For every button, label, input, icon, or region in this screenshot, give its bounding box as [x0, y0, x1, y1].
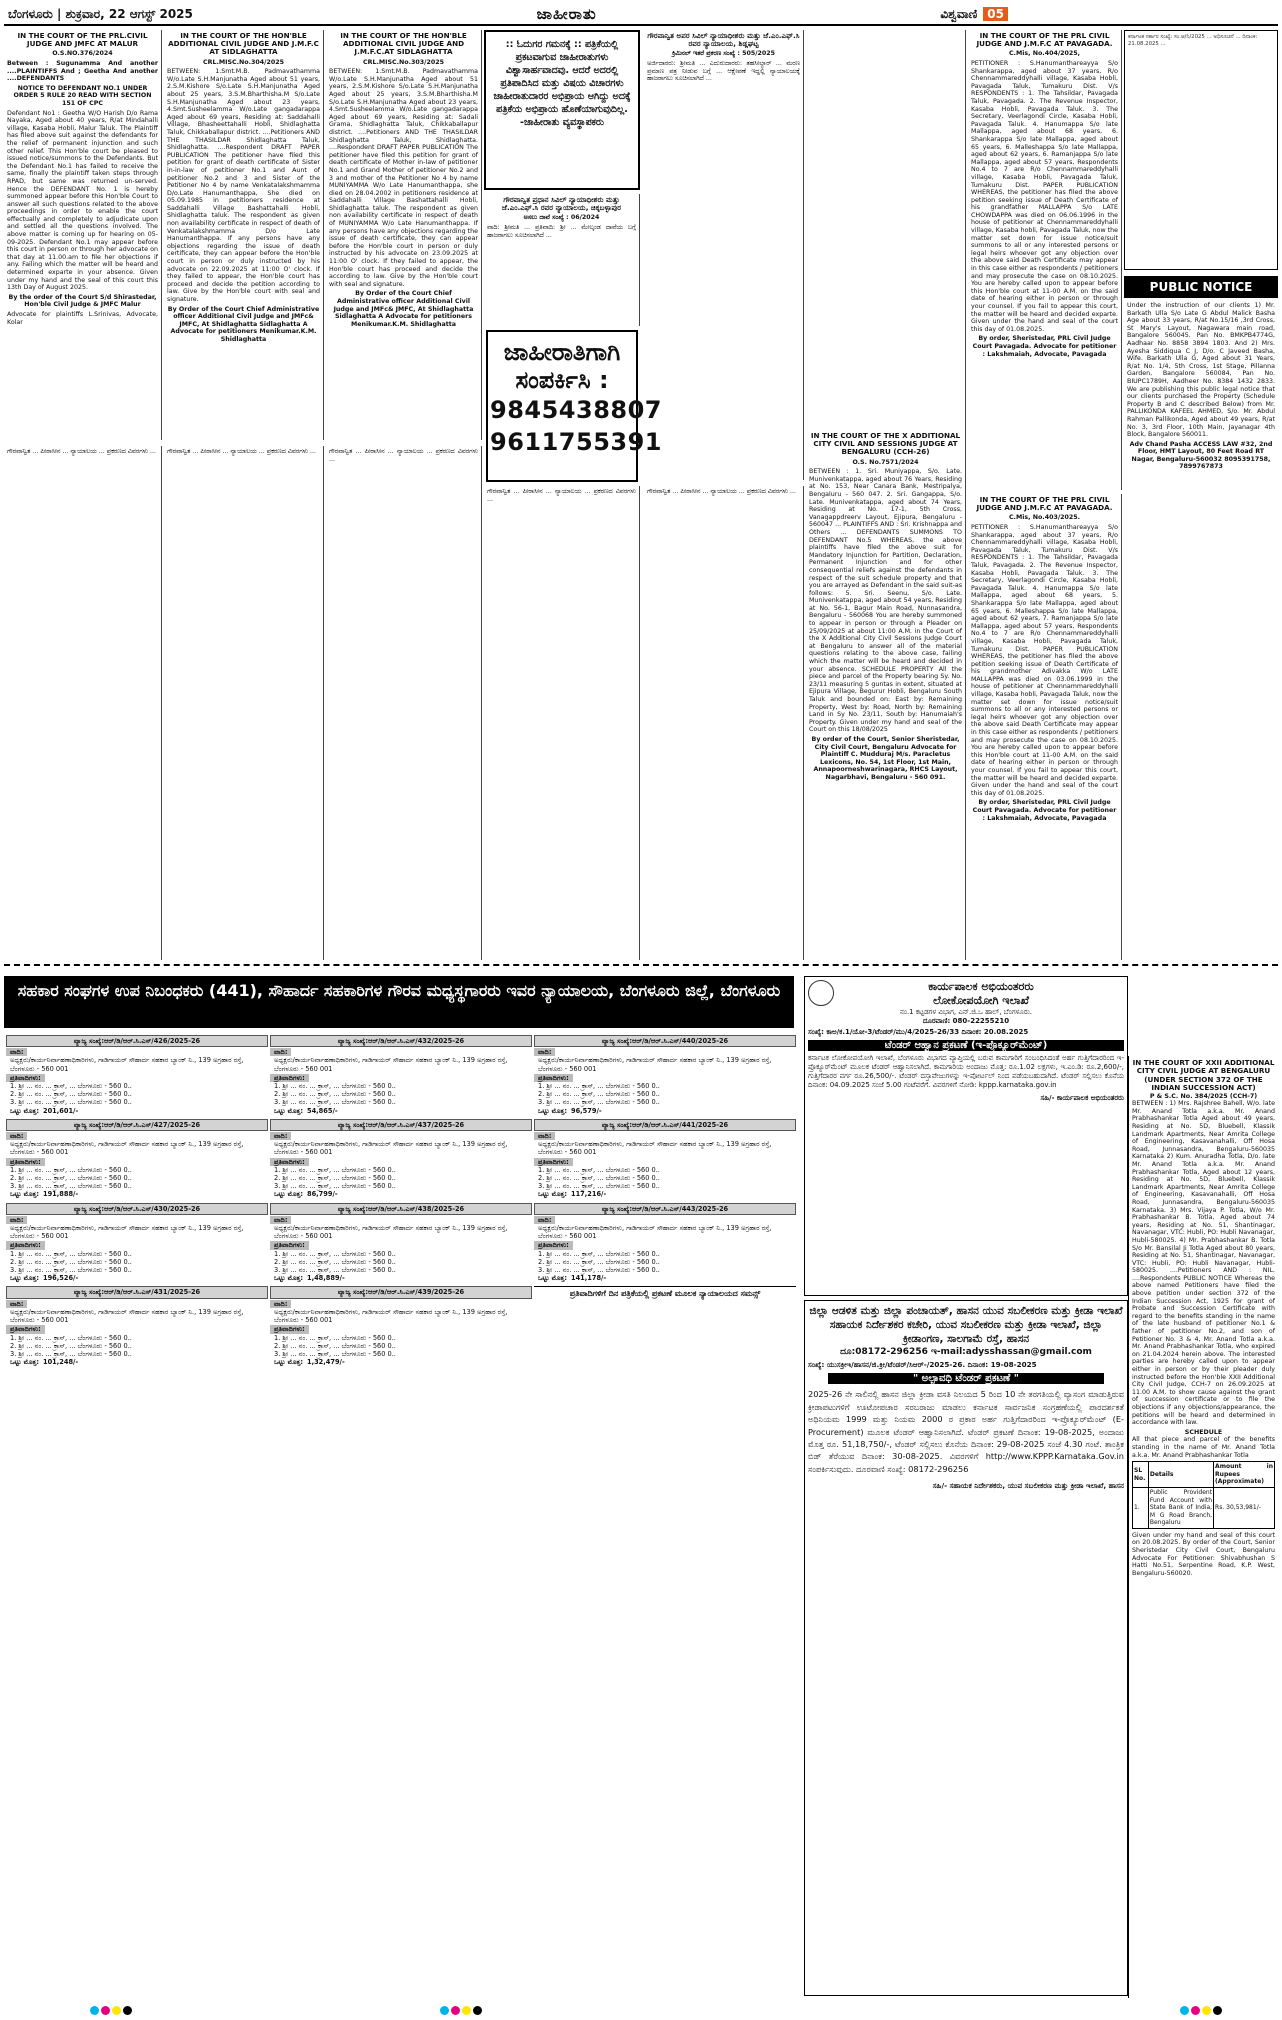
case-number: ವ್ಯಾಜ್ಯ ಸಂಖ್ಯೆ:ಆರ್/ಡಿ/ಆರ್.ಸಿ.ಎಸ್/432/2025-26: [270, 1035, 532, 1047]
notice-sign: By Order of the Court Chief Administrative officer Additional Civil Judge and JMFc& JMFC, At Shidlaghatta Sidlaghatta A Advocate for petitioners Menikumar.K.M. Shidlaghatta: [333, 290, 474, 328]
claim-amount: 117,216/-: [571, 1190, 607, 1199]
hassan-sign: ಸಹಿ/- ಸಹಾಯಕ ನಿರ್ದೇಶಕರು, ಯುವ ಸಬಲೀಕರಣ ಮತ್ತು ಕ್ರೀಡಾ ಇಲಾಖೆ, ಹಾಸನ: [932, 1481, 1124, 1491]
claim-amount-label: ಒಟ್ಟು ಮೊತ್ತ:: [10, 1274, 39, 1283]
plaintiff-label: ವಾದಿ:: [6, 1300, 27, 1308]
claim-amount-row: [534, 1190, 796, 1198]
defendant-entry: 2. ಶ್ರೀ ... ನಂ. ... ಕ್ರಾಸ್, ... ಬೆಂಗಳೂರು - 560 0..: [274, 1257, 396, 1266]
ad-line-1: ಜಾಹೀರಾತಿಗಾಗಿ: [503, 338, 621, 366]
defendant-entry: 3. ಶ್ರೀ ... ನಂ. ... ಕ್ರಾಸ್, ... ಬೆಂಗಳೂರು - 560 0..: [538, 1182, 660, 1191]
plaintiff-label: ವಾದಿ:: [6, 1132, 27, 1140]
readers-notice-text: :: ಓದುಗರ ಗಮನಕ್ಕೆ :: ಪತ್ರಿಕೆಯಲ್ಲಿ ಪ್ರಕಟವಾಗುವ ಜಾಹೀರಾತುಗಳು ವಿಶ್ವಾಸಾರ್ಹವಾದವು. ಆದರೆ ಅದರಲ್ಲಿ ಪ್ರತಿಪಾದಿಸಿದ ಮತ್ತು ವಿಷಯ ವಿಚಾರಗಳು ಜಾಹೀರಾತುದಾರರ ಅಭಿಪ್ರಾಯ ಆಗಿದ್ದು ಅದಕ್ಕೆ ಪತ್ರಿಕೆಯ ಅಭಿಪ್ರಾಯ ಹೊಣೆಯಾಗುವುದಿಲ್ಲ. -ಜಾಹೀರಾತು ವ್ಯವಸ್ಥಾಪಕರು: [493, 39, 631, 128]
notice-pavagada-403: [968, 494, 1122, 960]
case-number: ವ್ಯಾಜ್ಯ ಸಂಖ್ಯೆ:ಆರ್/ಡಿ/ಆರ್.ಸಿ.ಎಸ್/439/2025-26: [270, 1286, 532, 1298]
notice-kannada-3: ಗೌರವಾನ್ವಿತ ... ಪೀಠಾಸೀನ ... ನ್ಯಾಯಾಲಯ ... ಪ್ರಕರಣದ ವಿವರಗಳು ...: [4, 446, 162, 960]
plaintiff-label: ವಾದಿ:: [270, 1216, 291, 1224]
pwd-address: ನಂ.1 ಕಟ್ಟಡಗಳ ವಿಭಾಗ, ಎನ್.ಜಿ.ಒ ಹಾಲ್, ಬೆಂಗಳೂರು.: [899, 1008, 1033, 1016]
ad-phone-2: 9611755391: [490, 428, 662, 456]
plaintiff-bank: ಅಧ್ಯಕ್ಷರು/ಕಾರ್ಯನಿರ್ವಾಹಣಾಧಿಕಾರಿಗಳು, ಗಾಡಿಗಾಯರ್ ಸೌಹಾರ್ದ ಸಹಕಾರ ಬ್ಯಾಂಕ್ ನಿ., 139 ಅಗ್ರಹಾರ ರಸ್ತೆ, ಬೆಂಗಳೂರು - 560 001: [274, 1224, 508, 1241]
notice-kannada-2: ಗೌರವಾನ್ವಿತ ಅಪರ ಸಿವಿಲ್ ನ್ಯಾಯಾಧೀಶರು ಮತ್ತು ಜೆ.ಎಂ.ಎಫ್.ಸಿ ರವರ ನ್ಯಾಯಾಲಯ, ಶಿಡ್ಲಘಟ್ಟ ಕ್ರಿಮಿನಲ್ ಇತರೆ ಪ್ರಕರಣ ಸಂಖ್ಯೆ : 505/2025 ಅರ್ಜಿದಾರರು: ಶ್ರೀಮತಿ ... ಎದುರುದಾರರು: ತಹಸೀಲ್ದಾರ್ ... ಮರಣ ಪ್ರಮಾಣ ಪತ್ರ ನೀಡುವ ಬಗ್ಗೆ ... ಆಕ್ಷೇಪಣೆ ಇದ್ದಲ್ಲಿ ನ್ಯಾಯಾಲಯಕ್ಕೆ ಹಾಜರಾಗಲು ಸೂಚಿಸಲಾಗಿದೆ ...: [644, 30, 804, 480]
defendant-entry: 2. ಶ್ರೀ ... ನಂ. ... ಕ್ರಾಸ್, ... ಬೆಂಗಳೂರು - 560 0..: [274, 1341, 396, 1350]
notice-kannada-4: ಗೌರವಾನ್ವಿತ ... ಪೀಠಾಸೀನ ... ನ್ಯಾಯಾಲಯ ... ಪ್ರಕರಣದ ವಿವರಗಳು ...: [164, 446, 324, 960]
notice-title: IN THE COURT OF THE PRL CIVIL JUDGE AND J.M.F.C AT PAVAGADA.: [976, 495, 1113, 513]
page-number: 05: [983, 7, 1008, 21]
gazette-text: ಕರ್ನಾಟಕ ಸರ್ಕಾರ ಸಂಖ್ಯೆ: ಸಂ.ಆ/ನಿ/2025 ... ಅಧಿಸೂಚನೆ ... ದಿನಾಂಕ: 21.08.2025 ...: [1128, 34, 1258, 47]
registration-marks-left: [90, 2006, 132, 2015]
plaintiff-bank: ಅಧ್ಯಕ್ಷರು/ಕಾರ್ಯನಿರ್ವಾಹಣಾಧಿಕಾರಿಗಳು, ಗಾಡಿಗಾಯರ್ ಸೌಹಾರ್ದ ಸಹಕಾರ ಬ್ಯಾಂಕ್ ನಿ., 139 ಅಗ್ರಹಾರ ರಸ್ತೆ, ಬೆಂಗಳೂರು - 560 001: [10, 1056, 244, 1073]
case-number: CRL.MISC.No.304/2025: [203, 58, 284, 66]
defendant-entry: 2. ಶ್ರೀ ... ನಂ. ... ಕ್ರಾಸ್, ... ಬೆಂಗಳೂರು - 560 0..: [538, 1090, 660, 1099]
plaintiff-label: ವಾದಿ:: [270, 1048, 291, 1056]
public-notice-body: [1124, 300, 1278, 960]
readers-notice: [484, 30, 640, 190]
case-block: [6, 1035, 268, 1115]
case-number: ವ್ಯಾಜ್ಯ ಸಂಖ್ಯೆ:ಆರ್/ಡಿ/ಆರ್.ಸಿ.ಎಸ್/430/2025-26: [6, 1203, 268, 1215]
notice-body: PETITIONER : S.Hanumanthareayya S/o Shankarappa, aged about 37 years, R/o Chennammareddyhalli village, Kasaba Hobli, Pavagada Taluk, Tumakuru Dist. V/s RESPONDENTS : 1. The Tahsildar, Pavagada Taluk, Pavagada. 2. The Revenue Inspector, Kasaba Hobli, Pavagada Taluk. 3. The Secretary, Veerlagondi Circle, Kasaba Hobli, Pavagada Taluk. 4. Hanumappa S/o late Mallappa, aged about 68 years, 5. Shankarappa S/o late Mallappa, aged about 65 years, 6. Malleshappa S/o late Mallappa, aged about 62 years, 7. Ramanjappa S/o late Mallappa, aged about 57 years, Respondents No.4 to 7 are R/o Chennammareddyhalli village, Kasaba Hobli, Pavagada Taluk, Tumakuru Dist. PAPER PUBLICATION WHEREAS, the petitioner has filed the above petition seeking issue of Death Certificate of his grandmother Adivakka W/o LATE MALLAPPA was died on 03.06.1999 in the house of petitioner at Chennammareddyhalli village, Kasaba hobli, Pavagada Taluk, now the matter set down for issue notice/suit summons to all or any interested persons or legal heirs whoever got any objection over the above said Death Certificate may appear in this case either as respondents / petitioners and may prosecute the case on 08.10.2025. You are hereby called upon to appear before this Hon'ble court at 11-00 A.M. on the said date of hearing either in person or through your counsel. If you fail to appear this court, the matter will be heard and decided exparte. Given under the hand and seal of the court this day of 01.08.2025.: [971, 524, 1118, 797]
table-header: Amount in Rupees (Approximate): [1214, 1462, 1275, 1488]
defendants-label: ಪ್ರತಿವಾದಿಗಳು:: [6, 1241, 45, 1249]
plaintiff-label: ವಾದಿ:: [534, 1048, 555, 1056]
case-number: P & S.C. No. 384/2025 (CCH-7): [1149, 1092, 1258, 1100]
notice-sign: By order, Sheristedar, PRL Civil Judge Court Pavagada. Advocate for petitioner : Lakshmaiah, Advocate, Pavagada: [972, 799, 1117, 822]
table-header: SL No.: [1133, 1462, 1149, 1488]
case-number: C.Mis, No.403/2025.: [1008, 514, 1081, 522]
hassan-tender-notice: [804, 1300, 1128, 1996]
table-row: [1133, 1487, 1275, 1528]
defendants-label: ಪ್ರತಿವಾದಿಗಳು:: [534, 1158, 573, 1166]
plaintiff-bank: ಅಧ್ಯಕ್ಷರು/ಕಾರ್ಯನಿರ್ವಾಹಣಾಧಿಕಾರಿಗಳು, ಗಾಡಿಗಾಯರ್ ಸೌಹಾರ್ದ ಸಹಕಾರ ಬ್ಯಾಂಕ್ ನಿ., 139 ಅಗ್ರಹಾರ ರಸ್ತೆ, ಬೆಂಗಳೂರು - 560 001: [274, 1307, 508, 1325]
notice-title: IN THE COURT OF THE PRL CIVIL JUDGE AND J.M.F.C AT PAVAGADA.: [976, 31, 1113, 49]
case-number: ವ್ಯಾಜ್ಯ ಸಂಖ್ಯೆ:ಆರ್/ಡಿ/ಆರ್.ಸಿ.ಎಸ್/431/2025-26: [6, 1286, 268, 1298]
notice-subtitle: NOTICE TO DEFENDANT NO.1 UNDER ORDER 5 RULE 20 READ WITH SECTION 151 OF CPC: [13, 84, 152, 107]
notice-xxii-acc: [1128, 1056, 1278, 1998]
defendant-entry: 1. ಶ್ರೀ ... ನಂ. ... ಕ್ರಾಸ್, ... ಬೆಂಗಳೂರು - 560 0..: [10, 1333, 132, 1342]
notice-sidlaghatta-303: [326, 30, 482, 440]
defendant-entry: 1. ಶ್ರೀ ... ನಂ. ... ಕ್ರಾಸ್, ... ಬೆಂಗಳೂರು - 560 0..: [274, 1333, 396, 1342]
defendant-entry: 3. ಶ್ರೀ ... ನಂ. ... ಕ್ರಾಸ್, ... ಬೆಂಗಳೂರು - 560 0..: [274, 1266, 396, 1275]
notice-body: BETWEEN : 1) Mrs. Rajshree Bahell, W/o. late Mr. Anand Totla a.k.a. Mr. Anand Prabhashankar Totla Aged about 49 years, Residing at No. 5D, Bluebell, Klassik Landmark Apartments, Near Amrita College of Engineering, Kasavanahalli, Off Hosa Road, Junnasandra, Bengaluru-560035 Karnataka 2) Kum. Anuradha Totla, D/o. late Mr. Anand Totla a.k.a. Mr. Anand Prabhashankar Totla, Aged about 12 years, Residing at No. 5D, Bluebell, Klassik Landmark Apartments, Near Amrita College of Engineering, Kasavanahalli, Off Hosa Road, Junnasandra, Bengaluru-560035 Karnataka. 3) Mrs. Vijaya P. Totla, W/o Mr. Prabhashankar B. Totla, Aged about 74 years, Residing at No. 51, Shantinagar, Navanagar, VTC: Hubli, PO: Hubli Navanagar, Hubli-580025. 4) Mr. Prabhashankar B. Totla S/o Mr. Bansilal Ji Totla Aged about 80 years, Residing at No. 51, Shantinagar, Navanagar, VTC: Hubli, PO: Hubli Navanagar, Hubli-580025. ....Petitioners AND : NIL. ....Respondents PUBLIC NOTICE Whereas the above named Petitioners have filed the above petition under section 372 of the Indian Succession Act, 1925 for grant of Probate and Succession Certificate with regard to the benefits standing in the name of the late husband of petitioner No.1 & father of petitioner No.2, and son of Petitioner No. 3 & 4, Mr. Anand Totla a.k.a. Mr. Anand Prabhashankar Totla, who expired on 21.04.2024 herein above. The interested parties are hereby called upon to appear either in person or by their pleader duly instructed before the Hon'ble XXII Additional City Civil Judge, CCH-7 on 26.09.2025 at 11.00 A.M. to show cause against the grant of succession certificate or to file the objections if any objections/appearance, the petitions will be heard and determined in accordance with law.: [1132, 1100, 1275, 1427]
defendants-label: ಪ್ರತಿವಾದಿಗಳು:: [6, 1074, 45, 1082]
notice-kannada-court: ಗೌರವಾನ್ವಿತ ಪ್ರಧಾನ ಸಿವಿಲ್ ನ್ಯಾಯಾಧೀಶರು ಮತ್ತು ಜೆ.ಎಂ.ಎಫ್.ಸಿ ರವರ ನ್ಯಾಯಾಲಯ, ಚಿಕ್ಕಬಳ್ಳಾಪುರ ಅಸಲು ದಾವೆ ಸಂಖ್ಯೆ : 06/2024 ವಾದಿ: ಶ್ರೀಮತಿ ... ಪ್ರತಿವಾದಿ: ಶ್ರೀ ... ಮೇಲ್ಕಂಡ ದಾವೆಯ ಬಗ್ಗೆ ಹಾಜರಾಗಲು ಸೂಚಿಸಲಾಗಿದೆ ...: [484, 194, 640, 326]
case-block: [534, 1035, 796, 1115]
notice-sign: By order, Sheristedar, PRL Civil Judge Court Pavagada. Advocate for petitioner : Lakshmaiah, Advocate, Pavagada: [972, 335, 1117, 358]
notice-title: IN THE COURT OF THE HON'BLE ADDITIONAL CIVIL JUDGE AND J.M.F.C AT SIDLAGHATTA: [168, 31, 319, 57]
claim-amount-label: ಒಟ್ಟು ಮೊತ್ತ:: [274, 1106, 303, 1115]
notice-sign: By Order of the Court Chief Administrative officer Additional Civil Judge and JMFc& JMFC, At Shidlaghatta Sidlaghatta A Advocate for petitioners Menikumar.K.M. Shidlaghatta: [167, 305, 320, 343]
claim-amount-row: [270, 1358, 532, 1366]
public-notice-heading: PUBLIC NOTICE: [1124, 276, 1278, 298]
advertise-contact-box: [486, 330, 662, 482]
plaintiff-bank: ಅಧ್ಯಕ್ಷರು/ಕಾರ್ಯನಿರ್ವಾಹಣಾಧಿಕಾರಿಗಳು, ಗಾಡಿಗಾಯರ್ ಸೌಹಾರ್ದ ಸಹಕಾರ ಬ್ಯಾಂಕ್ ನಿ., 139 ಅಗ್ರಹಾರ ರಸ್ತೆ, ಬೆಂಗಳೂರು - 560 001: [538, 1224, 772, 1241]
defendant-entry: 3. ಶ್ರೀ ... ನಂ. ... ಕ್ರಾಸ್, ... ಬೆಂಗಳೂರು - 560 0..: [10, 1182, 132, 1191]
claim-amount-label: ಒಟ್ಟು ಮೊತ್ತ:: [10, 1106, 39, 1115]
defendant-entry: 3. ಶ್ರೀ ... ನಂ. ... ಕ್ರಾಸ್, ... ಬೆಂಗಳೂರು - 560 0..: [538, 1098, 660, 1107]
ad-line-2: ಸಂಪರ್ಕಿಸಿ :: [515, 366, 609, 394]
case-block: [534, 1119, 796, 1199]
claim-amount: 101,248/-: [43, 1358, 79, 1367]
hassan-ref: ಸಂಖ್ಯೆ: ಯುಸಕ್ರೀಇ/ಹಾಸನ/ಜಿ.ಕ್ರೀ/ಟೆಂಡರ್/ಸಿಆರ್-/2025-26. ದಿನಾಂಕ: 19-08-2025: [808, 1360, 1037, 1369]
notice-body: BETWEEN: 1.Smt.M.B. Padmavathamma W/o.Late S.H.Manjunatha Aged about 51 years, 2.S.M.Kishore S/o.Late S.H.Manjunatha Aged about 25 years, 3.S.M.Bharthisha.M S/o.Late S.H.Manjunatha Aged about 23 years, 4.Smt.Susheelamma W/o.Late gangadarappa Aged about 69 years, Residing at: Sadali Grama, Shidlaghatta Taluk, Chikkaballapur district. ....Petitioners AND THE THASILDAR Shidlaghatta Taluk, Shidlaghatta. ....Respondent DRAFT PAPER PUBLICATION The petitioner have filed this petition for grant of death certificate of Mother in-law of petitioner No.1 and Grand Mother of petitioner No.2 and 3 and mother of the Petitioner No 4 by name MUNIYAMMA W/o Late Hanumanthappa, she died on 28.04.2002 in petitioners residence at Saddahalli Village Bashattahalli Hobli, Shidlaghatta taluk. The respondent as given non availability certificate in respect of death of MUNIYAMMA W/o Late Hanumanthappa. If any persons have any objections regarding the issue of death certificate, they can appear before the Hon'ble court in person or duly instructed by his advocate on 23.09.2025 at 11:00 O' clock. If they failed to appear, the Hon'ble court has proceed and decide the according to law. Give by the Hon'ble court with seal and signature.: [329, 68, 478, 288]
case-column-1: [6, 1032, 268, 1998]
plaintiff-label: ವಾದಿ:: [6, 1048, 27, 1056]
defendant-entry: 2. ಶ್ರೀ ... ನಂ. ... ಕ್ರಾಸ್, ... ಬೆಂಗಳೂರು - 560 0..: [274, 1090, 396, 1099]
case-number: ಅಸಲು ದಾವೆ ಸಂಖ್ಯೆ : 06/2024: [523, 214, 600, 222]
notice-pavagada-404: [968, 30, 1122, 490]
defendant-entry: 3. ಶ್ರೀ ... ನಂ. ... ಕ್ರಾಸ್, ... ಬೆಂಗಳೂರು - 560 0..: [10, 1349, 132, 1358]
notice-sidlaghatta-304: [164, 30, 324, 440]
case-number: ವ್ಯಾಜ್ಯ ಸಂಖ್ಯೆ:ಆರ್/ಡಿ/ಆರ್.ಸಿ.ಎಸ್/426/2025-26: [6, 1035, 268, 1047]
claim-amount-row: [534, 1107, 796, 1115]
claim-amount-row: [534, 1274, 796, 1282]
notice-ccj: [806, 30, 966, 484]
defendant-entry: 1. ಶ್ರೀ ... ನಂ. ... ಕ್ರಾಸ್, ... ಬೆಂಗಳೂರು - 560 0..: [538, 1082, 660, 1091]
claim-amount: 86,799/-: [307, 1190, 338, 1199]
case-block: [534, 1203, 796, 1283]
ad-phone-1: 9845438807: [490, 396, 662, 424]
section-title: ಜಾಹೀರಾತು: [536, 5, 597, 23]
pwd-ref: ಸಂಖ್ಯೆ: ಕಾಅ/ಕ.1/ಯೋ-3/ಟೆಂಡರ್/ಮು/4/2025-26/33 ದಿನಾಂಕ: 20.08.2025: [808, 1028, 1029, 1036]
notice-body: BETWEEN : 1. Sri. Muniyappa, S/o. Late. Munivenkatappa, aged about 76 Years, Residing at No. 153, Near Canara Bank, Mestripalya, Bengaluru - 560 047. 2. Sri. Gangappa, S/o. Late. Munivenkatappa, aged about 74 Years, Residing at No. 17-1, 5th Cross, Vanagappdreerv Layout, Ejipura, Bengaluru - 560047 ... PLAINTIFFS AND : Sri. Krishnappa and Others ... DEFENDANTS SUMMONS TO DEFENDANT No.5 WHEREAS, the above plaintiffs have filed the above suit for Mandatory Injunction for Partition, Declaration, Permanent Injunction and for other consequential reliefs against the defendants in respect of the suit schedule property and that you are arrayed as Defendant in the said suit-as follows: 5. Sri. Seenu, S/o. Late. Munivenkatappa, aged about 54 years, Residing at No. 56-1, Bagur Main Road, Nunnasandra, Bengaluru - 560068 You are hereby summoned to appear in person or through a Pleader on 25/09/2025 at about 11:00 A.M. in the Court of the X Additional City Civil Sessions Judge Court at Bengaluru to answer all of the material questions relating to the above case, failing which the matter will be heard and decided in your absence. SCHEDULE PROPERTY All the piece and parcel of the Property bearing Sy. No. 23/11 measuring 5 guntas in extent, situated at Ejipura Village, Begurur Hobli, Bengaluru South Taluk and bounded on: East by: Remaining Property, West by: Road, North by: Remaining Land in Sy No. 23/11, South by: Hanumaiah's Property. Given under my hand and seal of the Court on this 18/08/2025: [809, 468, 962, 734]
plaintiff-label: ವಾದಿ:: [534, 1216, 555, 1224]
table-header: Details: [1148, 1462, 1213, 1488]
case-number: ವ್ಯಾಜ್ಯ ಸಂಖ್ಯೆ:ಆರ್/ಡಿ/ಆರ್.ಸಿ.ಎಸ್/441/2025-26: [534, 1119, 796, 1131]
plaintiff-bank: ಅಧ್ಯಕ್ಷರು/ಕಾರ್ಯನಿರ್ವಾಹಣಾಧಿಕಾರಿಗಳು, ಗಾಡಿಗಾಯರ್ ಸೌಹಾರ್ದ ಸಹಕಾರ ಬ್ಯಾಂಕ್ ನಿ., 139 ಅಗ್ರಹಾರ ರಸ್ತೆ, ಬೆಂಗಳೂರು - 560 001: [274, 1056, 508, 1073]
table-cell: Rs. 30,53,981/-: [1214, 1487, 1275, 1528]
claim-amount-row: [270, 1107, 532, 1115]
claim-amount: 96,579/-: [571, 1106, 602, 1115]
case-number: ವ್ಯಾಜ್ಯ ಸಂಖ್ಯೆ:ಆರ್/ಡಿ/ಆರ್.ಸಿ.ಎಸ್/438/2025-26: [270, 1203, 532, 1215]
defendant-entry: 3. ಶ್ರೀ ... ನಂ. ... ಕ್ರಾಸ್, ... ಬೆಂಗಳೂರು - 560 0..: [10, 1098, 132, 1107]
defendant-entry: 3. ಶ್ರೀ ... ನಂ. ... ಕ್ರಾಸ್, ... ಬೆಂಗಳೂರು - 560 0..: [10, 1266, 132, 1275]
claim-amount-label: ಒಟ್ಟು ಮೊತ್ತ:: [538, 1106, 567, 1115]
case-number: O.S.NO.376/2024: [52, 50, 113, 58]
paper-name: ವಿಶ್ವವಾಣಿ: [940, 6, 978, 21]
court-summons-heading: ಪ್ರತಿವಾದಿಗಳಿಗೆ ದಿನ ಪತ್ರಿಕೆಯಲ್ಲಿ ಪ್ರಕಟಣೆ ಮೂಲಕ ನ್ಯಾಯಾಲಯದ ಸಮನ್ಸ್: [534, 1286, 796, 1299]
pn-text: Under the instruction of our clients 1) Mr. Barkath Ulla S/o Late G Abdul Malick Basha Age about 33 years, R/at No.15/16 ,3rd Cross, St Mary's Layout, Nagawara main road, Bangalore 560045. Pan No. BMKPB4774G, Aadhaar No. 8858 3894 1803. And 2) Mrs. Ayesha Siddiqua C J, D/o. C Javeed Basha, Wife. Barkath Ulla G, Aged about 31 Years, R/at No. 1/4, 5th Cross, 1st Stage, Pillanna Garden, Bangalore 560084, Pan No. BIUPC1789H, Aadheer No. 8384 1432 2833. We are publishing this public legal notice that our clients purchased the Property (Schedule Property B and C described Below) from Mr. PALLIKONDA KAFEEL AHMED, S/o. Mr. Abdul Rahman Pallikonda, Aged about 49 years, R/at No. 3, 3rd Floor, 10th Main, Jayanagar 4th Block, Bangalore 560011.: [1127, 302, 1275, 439]
defendant-entry: 2. ಶ್ರೀ ... ನಂ. ... ಕ್ರಾಸ್, ... ಬೆಂಗಳೂರು - 560 0..: [538, 1257, 660, 1266]
defendant-entry: 1. ಶ್ರೀ ... ನಂ. ... ಕ್ರಾಸ್, ... ಬೆಂಗಳೂರು - 560 0..: [538, 1165, 660, 1174]
claim-amount-label: ಒಟ್ಟು ಮೊತ್ತ:: [538, 1190, 567, 1199]
defendant-entry: 1. ಶ್ರೀ ... ನಂ. ... ಕ್ರಾಸ್, ... ಬೆಂಗಳೂರು - 560 0..: [274, 1249, 396, 1258]
defendant-entry: 1. ಶ್ರೀ ... ನಂ. ... ಕ್ರಾಸ್, ... ಬೆಂಗಳೂರು - 560 0..: [274, 1165, 396, 1174]
notice-kannada-6: ಗೌರವಾನ್ವಿತ ... ಪೀಠಾಸೀನ ... ನ್ಯಾಯಾಲಯ ... ಪ್ರಕರಣದ ವಿವರಗಳು ...: [484, 486, 640, 960]
notice-title: ಗೌರವಾನ್ವಿತ ಅಪರ ಸಿವಿಲ್ ನ್ಯಾಯಾಧೀಶರು ಮತ್ತು ಜೆ.ಎಂ.ಎಫ್.ಸಿ ರವರ ನ್ಯಾಯಾಲಯ, ಶಿಡ್ಲಘಟ್ಟ: [647, 31, 800, 49]
case-number: ವ್ಯಾಜ್ಯ ಸಂಖ್ಯೆ:ಆರ್/ಡಿ/ಆರ್.ಸಿ.ಎಸ್/437/2025-26: [270, 1119, 532, 1131]
table-cell: Public Provident Fund Account with State Bank of India, M G Road Branch, Bengaluru: [1148, 1487, 1213, 1528]
defendant-entry: 1. ಶ್ರೀ ... ನಂ. ... ಕ್ರಾಸ್, ... ಬೆಂಗಳೂರು - 560 0..: [538, 1249, 660, 1258]
hassan-phone: ದೂ:08172-296256 ಇ-mail:adysshassan@gmail.com: [840, 1347, 1092, 1357]
defendant-entry: 2. ಶ್ರೀ ... ನಂ. ... ಕ್ರಾಸ್, ... ಬೆಂಗಳೂರು - 560 0..: [10, 1257, 132, 1266]
defendant-entry: 3. ಶ್ರೀ ... ನಂ. ... ಕ್ರಾಸ್, ... ಬೆಂಗಳೂರು - 560 0..: [538, 1266, 660, 1275]
claim-amount-row: [6, 1358, 268, 1366]
pwd-tender-bar: ಟೆಂಡರ್ ಆಹ್ವಾನ ಪ್ರಕಟಣೆ (ಇ-ಪ್ರೊಕ್ಯೂರ್‌ಮೆಂಟ್): [808, 1040, 1124, 1051]
defendant-entry: 2. ಶ್ರೀ ... ನಂ. ... ಕ್ರಾಸ್, ... ಬೆಂಗಳೂರು - 560 0..: [10, 1090, 132, 1099]
case-number: ವ್ಯಾಜ್ಯ ಸಂಖ್ಯೆ:ಆರ್/ಡಿ/ಆರ್.ಸಿ.ಎಸ್/443/2025-26: [534, 1203, 796, 1215]
paper-name-block: [940, 7, 1278, 22]
claim-amount-row: [270, 1274, 532, 1282]
plaintiff-bank: ಅಧ್ಯಕ್ಷರು/ಕಾರ್ಯನಿರ್ವಾಹಣಾಧಿಕಾರಿಗಳು, ಗಾಡಿಗಾಯರ್ ಸೌಹಾರ್ದ ಸಹಕಾರ ಬ್ಯಾಂಕ್ ನಿ., 139 ಅಗ್ರಹಾರ ರಸ್ತೆ, ಬೆಂಗಳೂರು - 560 001: [10, 1140, 244, 1157]
pwd-office: ಕಾರ್ಯಪಾಲಕ ಅಭಿಯಂತರರು: [928, 980, 1034, 993]
table-cell: 1.: [1133, 1487, 1149, 1528]
plaintiff-bank: ಅಧ್ಯಕ್ಷರು/ಕಾರ್ಯನಿರ್ವಾಹಣಾಧಿಕಾರಿಗಳು, ಗಾಡಿಗಾಯರ್ ಸೌಹಾರ್ದ ಸಹಕಾರ ಬ್ಯಾಂಕ್ ನಿ., 139 ಅಗ್ರಹಾರ ರಸ್ತೆ, ಬೆಂಗಳೂರು - 560 001: [274, 1140, 508, 1157]
case-block: [270, 1286, 532, 1366]
plaintiff-bank: ಅಧ್ಯಕ್ಷರು/ಕಾರ್ಯನಿರ್ವಾಹಣಾಧಿಕಾರಿಗಳು, ಗಾಡಿಗಾಯರ್ ಸೌಹಾರ್ದ ಸಹಕಾರ ಬ್ಯಾಂಕ್ ನಿ., 139 ಅಗ್ರಹಾರ ರಸ್ತೆ, ಬೆಂಗಳೂರು - 560 001: [538, 1056, 772, 1073]
notice-body: Defendant No1 : Geetha W/O Harish D/o Rama Nayaka, Aged about 40 years, R/at Mindahalli village, Kasaba Hobli, Malur Taluk. The Plaintiff has filed above suit against the defendants for the relief of permanent injunction and such other relief. This Hon'ble court be pleased to issued notice/summons to the Defendants. But the Defendant No.1 has failed to receive the same, finally the plaintiff taken steps through RPAD, but same was returned un-served. Hence the DEFENDANT No. 1 is hereby summoned appear before this Hon'ble Court to answer all such questions related to the above proceedings in order to enable the court effectually and completely to adjudicate upon and settled all the questions involved. The above matter is coming up for hearing on 05-09-2025. Defendant No.1 may appear before this court in person or through her advocate on that day at 11.00.am to file her objections if any. Failing which the matter will be heard and determined exparte in your absence. Given under my hand and the seal of this court this 13th Day of August 2025.: [7, 109, 158, 292]
claim-amount-label: ಒಟ್ಟು ಮೊತ್ತ:: [10, 1358, 39, 1367]
notice-malur: [4, 30, 162, 440]
notice-body: PETITIONER : S.Hanumanthareayya S/o Shankarappa, aged about 37 years, R/o Chennammareddyhalli village, Kasaba Hobli, Pavagada Taluk, Tumakuru Dist. V/s RESPONDENTS : 1. The Tahsildar, Pavagada Taluk, Pavagada. 2. The Revenue Inspector, Kasaba Hobli, Pavagada Taluk. 3. The Secretary, Veerlagondi Circle, Kasaba Hobli, Pavagada Taluk. 4. Hanumappa S/o late Mallappa, aged about 68 years, 6. Shankarappa S/o late Mallappa, aged about 65 years, 6. Malleshappa S/o late Mallappa, aged about 62 years, 6. Ramanjappa S/o late Mallappa, aged about 57 years, Respondents No.4 to 7 are R/o Chennammareddyhalli village, Kasaba Hobli, Pavagada Taluk, Tumakuru Dist. PAPER PUBLICATION WHEREAS, the petitioner has filed the above petition seeking issue of Death Certificate of his grandfather MALLAPPA S/o LATE CHOWDAPPA was died on 06.06.1996 in the house of petitioner at Chennammareddyhalli village, Kasaba hobli, Pavagada Taluk, now the matter set down for issue notice/suit summons to all or any interested persons or legal heirs whoever got any objection over the above said Death Certificate may appear in this case either as respondents / petitioners and may prosecute the case on 08.10.2025. You are hereby called upon to appear before this Hon'ble court at 11-00 A.M. on the said date of hearing either in person or through your counsel. If you fail to appear this court, the matter will be heard and decided exparte. Given under the hand and seal of the court this day of 01.08.2025.: [971, 60, 1118, 333]
defendant-entry: 1. ಶ್ರೀ ... ನಂ. ... ಕ್ರಾಸ್, ... ಬೆಂಗಳೂರು - 560 0..: [10, 1165, 132, 1174]
notice-title: IN THE COURT OF THE X ADDITIONAL CITY CIVIL AND SESSIONS JUDGE AT BENGALURU (CCH-26): [810, 431, 961, 457]
claim-amount: 141,178/-: [571, 1274, 607, 1283]
defendants-label: ಪ್ರತಿವಾದಿಗಳು:: [270, 1325, 309, 1333]
notice-kannada-5: ಗೌರವಾನ್ವಿತ ... ಪೀಠಾಸೀನ ... ನ್ಯಾಯಾಲಯ ... ಪ್ರಕರಣದ ವಿವರಗಳು ...: [326, 446, 482, 960]
cooperative-court-heading: ಸಹಕಾರ ಸಂಘಗಳ ಉಪ ನಿಬಂಧಕರು (441), ಸೌಹಾರ್ದ ಸಹಕಾರಿಗಳ ಗೌರವ ಮಧ್ಯಸ್ಥಗಾರರು ಇವರ ನ್ಯಾಯಾಲಯ, ಬೆಂಗಳೂರು ಜಿಲ್ಲೆ, ಬೆಂಗಳೂರು: [4, 976, 794, 1028]
notice-sign: By the order of the Court S/d Shirastedar, Hon'ble Civil Judge & JMFC Malur: [8, 293, 157, 309]
notice-sign: Given under my hand and seal of this court on 20.08.2025. By order of the Court, Senior Sheristedar City Civil Court, Bengaluru Advocate For Petitioner: Shivabhushan S Hatti No.51, Serpentine Road, K.P. West, Bengaluru-560020.: [1132, 1531, 1275, 1577]
plaintiff-bank: ಅಧ್ಯಕ್ಷರು/ಕಾರ್ಯನಿರ್ವಾಹಣಾಧಿಕಾರಿಗಳು, ಗಾಡಿಗಾಯರ್ ಸೌಹಾರ್ದ ಸಹಕಾರ ಬ್ಯಾಂಕ್ ನಿ., 139 ಅಗ್ರಹಾರ ರಸ್ತೆ, ಬೆಂಗಳೂರು - 560 001: [10, 1307, 244, 1325]
case-number: O.S. No.7571/2024: [852, 458, 919, 466]
defendant-entry: 2. ಶ್ರೀ ... ನಂ. ... ಕ್ರಾಸ್, ... ಬೆಂಗಳೂರು - 560 0..: [10, 1341, 132, 1350]
pwd-sign: ಸಹಿ/- ಕಾರ್ಯಪಾಲಕ ಅಭಿಯಂತರರು: [1040, 1094, 1124, 1102]
defendants-label: ಪ್ರತಿವಾದಿಗಳು:: [270, 1158, 309, 1166]
plaintiff-label: ವಾದಿ:: [270, 1132, 291, 1140]
claim-amount: 1,32,479/-: [307, 1358, 345, 1367]
claim-amount-row: [6, 1190, 268, 1198]
defendants-label: ಪ್ರತಿವಾದಿಗಳು:: [270, 1074, 309, 1082]
defendants-label: ಪ್ರತಿವಾದಿಗಳು:: [6, 1325, 45, 1333]
hassan-office: ಜಿಲ್ಲಾ ಆಡಳಿತ ಮತ್ತು ಜಿಲ್ಲಾ ಪಂಚಾಯತ್, ಹಾಸನ ಯುವ ಸಬಲೀಕರಣ ಮತ್ತು ಕ್ರೀಡಾ ಇಲಾಖೆ ಸಹಾಯಕ ನಿರ್ದೇಶಕರ ಕಚೇರಿ, ಯುವ ಸಬಲೀಕರಣ ಮತ್ತು ಕ್ರೀಡಾ ಇಲಾಖೆ, ಜಿಲ್ಲಾ ಕ್ರೀಡಾಂಗಣ, ಸಾಲಗಾಮೆ ರಸ್ತೆ, ಹಾಸನ: [809, 1305, 1123, 1345]
defendant-entry: 2. ಶ್ರೀ ... ನಂ. ... ಕ್ರಾಸ್, ... ಬೆಂಗಳೂರು - 560 0..: [538, 1174, 660, 1183]
issue-date: ಬೆಂಗಳೂರು | ಶುಕ್ರವಾರ, 22 ಆಗಸ್ಟ್ 2025: [8, 6, 193, 21]
defendants-label: ಪ್ರತಿವಾದಿಗಳು:: [6, 1158, 45, 1166]
pwd-phone: ದೂರವಾಣಿ: 080-22255210: [922, 1017, 1010, 1025]
case-block: [6, 1119, 268, 1199]
pwd-department: ಲೋಕೋಪಯೋಗಿ ಇಲಾಖೆ: [933, 994, 1029, 1007]
defendant-entry: 2. ಶ್ರೀ ... ನಂ. ... ಕ್ರಾಸ್, ... ಬೆಂಗಳೂರು - 560 0..: [274, 1174, 396, 1183]
defendant-entry: 3. ಶ್ರೀ ... ನಂ. ... ಕ್ರಾಸ್, ... ಬೆಂಗಳೂರು - 560 0..: [274, 1349, 396, 1358]
claim-amount: 201,601/-: [43, 1106, 79, 1115]
defendant-entry: 1. ಶ್ರೀ ... ನಂ. ... ಕ್ರಾಸ್, ... ಬೆಂಗಳೂರು - 560 0..: [10, 1082, 132, 1091]
plaintiff-label: ವಾದಿ:: [6, 1216, 27, 1224]
claim-amount-row: [6, 1274, 268, 1282]
table-header-row: [1133, 1462, 1275, 1488]
case-column-2: [270, 1032, 532, 1998]
notice-title: IN THE COURT OF THE HON'BLE ADDITIONAL CIVIL JUDGE AND J.M.F.C.AT SIDLAGHATTA: [340, 31, 467, 57]
claim-amount: 54,865/-: [307, 1106, 338, 1115]
case-number: ವ್ಯಾಜ್ಯ ಸಂಖ್ಯೆ:ಆರ್/ಡಿ/ಆರ್.ಸಿ.ಎಸ್/427/2025-26: [6, 1119, 268, 1131]
schedule-table: [1132, 1461, 1275, 1529]
notice-city-civil: [806, 430, 966, 960]
claim-amount: 191,888/-: [43, 1190, 79, 1199]
defendants-label: ಪ್ರತಿವಾದಿಗಳು:: [270, 1241, 309, 1249]
case-block: [270, 1035, 532, 1115]
defendant-entry: 3. ಶ್ರೀ ... ನಂ. ... ಕ್ರಾಸ್, ... ಬೆಂಗಳೂರು - 560 0..: [274, 1098, 396, 1107]
claim-amount-label: ಒಟ್ಟು ಮೊತ್ತ:: [274, 1358, 303, 1367]
case-block: [6, 1286, 268, 1366]
defendant-entry: 2. ಶ್ರೀ ... ನಂ. ... ಕ್ರಾಸ್, ... ಬೆಂಗಳೂರು - 560 0..: [10, 1174, 132, 1183]
claim-amount: 1,48,889/-: [307, 1274, 345, 1283]
pwd-tender-notice: [804, 976, 1128, 1296]
notice-title: IN THE COURT OF THE PRL.CIVIL JUDGE AND JMFC AT MALUR: [17, 31, 148, 49]
claim-amount-label: ಒಟ್ಟು ಮೊತ್ತ:: [538, 1274, 567, 1283]
claim-amount: 196,526/-: [43, 1274, 79, 1283]
claim-amount-label: ಒಟ್ಟು ಮೊತ್ತ:: [274, 1274, 303, 1283]
case-number: CRL.MISC.No.303/2025: [363, 58, 444, 66]
case-number: ವ್ಯಾಜ್ಯ ಸಂಖ್ಯೆ:ಆರ್/ಡಿ/ಆರ್.ಸಿ.ಎಸ್/440/2025-26: [534, 1035, 796, 1047]
pn-advocate: Adv Chand Pasha ACCESS LAW #32, 2nd Floor, HMT Layout, 80 Feet Road RT Nagar, Bengaluru-560032 8095391758, 7899767873: [1129, 440, 1273, 471]
case-block: [6, 1203, 268, 1283]
schedule-intro: All that piece and parcel of the benefits standing in the name of Mr. Anand Totla a.k.a. Mr. Anand Prabhashankar Totla: [1132, 1436, 1275, 1459]
masthead: [4, 4, 1278, 26]
claim-amount-label: ಒಟ್ಟು ಮೊತ್ತ:: [10, 1190, 39, 1199]
hassan-body: 2025-26 ನೇ ಸಾಲಿನಲ್ಲಿ ಹಾಸನ ಜಿಲ್ಲಾ ಕ್ರೀಡಾ ವಸತಿ ನಿಲಯದ 5 ರಿಂದ 10 ನೇ ತರಗತಿಯಲ್ಲಿ ವ್ಯಾಸಂಗ ಮಾಡುತ್ತಿರುವ ಕ್ರೀಡಾಪಟುಗಳಿಗೆ ಊಟೋಪಚಾರ ಸರಬರಾಜು ಮಾಡಲು ಕರ್ನಾಟಕ ಸಾರ್ವಜನಿಕ ಸಂಗ್ರಹಣೆಯಲ್ಲಿ ಪಾರದರ್ಶಕತೆ ಅಧಿನಿಯಮ 1999 ಮತ್ತು ನಿಯಮ 2000 ರ ಪ್ರಕಾರ ಅರ್ಹ ಗುತ್ತಿಗೆದಾರರಿಂದ ಇ-ಪ್ರೊಕ್ಯೂರ್‌ಮೆಂಟ್ (E-Procurement) ಮೂಲಕ ಟೆಂಡರ್ ಆಹ್ವಾನಿಸಲಾಗಿದೆ. ಟೆಂಡರ್ ಪ್ರಕಟಣೆ ದಿನಾಂಕ: 19-08-2025, ಅಂದಾಜು ಮೊತ್ತ ರೂ. 51,18,750/-, ಟೆಂಡರ್ ಸಲ್ಲಿಸಲು ಕೊನೆಯ ದಿನಾಂಕ: 29-08-2025 ಸಂಜೆ 4.30 ಗಂಟೆ. ತಾಂತ್ರಿಕ ಬಿಡ್ ತೆರೆಯುವ ದಿನಾಂಕ: 30-08-2025. ವಿವರಗಳಿಗೆ http://www.KPPP.Karnataka.Gov.in ಸಂಪರ್ಕಿಸುವುದು. ದೂರವಾಣಿ ಸಂಖ್ಯೆ: 08172-296256: [808, 1389, 1124, 1474]
hassan-tender-bar: " ಅಲ್ಪಾವಧಿ ಟೆಂಡರ್ ಪ್ರಕಟಣೆ ": [828, 1373, 1104, 1384]
case-number: C.Mis, No.404/2025,: [1008, 50, 1081, 58]
schedule-heading: SCHEDULE: [1184, 1428, 1223, 1436]
plaintiff-label: ವಾದಿ:: [270, 1300, 291, 1308]
defendants-label: ಪ್ರತಿವಾದಿಗಳು:: [534, 1241, 573, 1249]
claim-amount-row: [6, 1107, 268, 1115]
notice-kannada-7: ಗೌರವಾನ್ವಿತ ... ಪೀಠಾಸೀನ ... ನ್ಯಾಯಾಲಯ ... ಪ್ರಕರಣದ ವಿವರಗಳು ...: [644, 486, 804, 960]
section-divider: [4, 964, 1278, 966]
notice-sign: By order of the Court, Senior Sheristedar, City Civil Court, Bengaluru Advocate for Plaintiff C. Mudduraj M/s. Paracletus Lexicons, No. 54, 1st Floor, 1st Main, Annapoorneshwarinagara, RHCS Layout, Nagarbhavi, Bengaluru - 560 091.: [811, 735, 960, 781]
case-number: ಕ್ರಿಮಿನಲ್ ಇತರೆ ಪ್ರಕರಣ ಸಂಖ್ಯೆ : 505/2025: [671, 50, 776, 58]
defendants-label: ಪ್ರತಿವಾದಿಗಳು:: [534, 1074, 573, 1082]
notice-advocate: Advocate for plaintiffs L.Srinivas, Advocate, Kolar: [7, 311, 158, 326]
case-block: [270, 1203, 532, 1283]
defendant-entry: 3. ಶ್ರೀ ... ನಂ. ... ಕ್ರಾಸ್, ... ಬೆಂಗಳೂರು - 560 0..: [274, 1182, 396, 1191]
case-column-3: [534, 1032, 796, 1998]
gazette-notice: [1124, 30, 1278, 270]
notice-body: BETWEEN: 1.Smt.M.B. Padmavathamma W/o.Late S.H.Manjunatha Aged about 51 years, 2.S.M.Kishore S/o.Late S.H.Manjunatha Aged about 25 years, 3.S.M.Bharthisha.M S/o.Late S.H.Manjunatha Aged about 23 years, 4.Smt.Susheelamma W/o.Late gangadarappa Aged about 69 years, Residing at: Saddahalli Village, Bhasheettahalli Hobli, Shidlaghatta Taluk, Chikkaballapur district. ....Petitioners AND THE THASILDAR Shidlaghatta Taluk, Shidlaghatta. ....Respondent DRAFT PAPER PUBLICATION The petitioner have filed this petition for grant of death certificate of Sister in-in-law of petitioner No.1 and Aunt of petitioner No.2 and 3 and Sister of the Petitioner No 4 by name Venkatalakshmamma D/o.Late Hanumanthappa, She died on 05.09.1985 in petitioners residence at Saddahalli Village Bashattahalli Hobli, Shidlaghatta taluk. The respondent as given non availability certificate in respect of death of Venkatalakshmamma D/o Late Hanumanthappa. If any persons have any objections regarding the issue of death certificate, they can appear before the Hon'ble court in person or duly instructed by his advocate on 22.09.2025 at 11:00 O' clock. If they failed to appear, the Hon'ble court has proceed and decide the petition according to law. Give by the Hon'ble court with seal and signature.: [167, 68, 320, 304]
case-block: [270, 1119, 532, 1199]
state-emblem-icon: [808, 980, 834, 1006]
claim-amount-label: ಒಟ್ಟು ಮೊತ್ತ:: [274, 1190, 303, 1199]
plaintiff-label: ವಾದಿ:: [534, 1132, 555, 1140]
parties: Between : Sugunamma And another ....PLAINTIFFS And ; Geetha And another ....DEFENDANTS: [7, 60, 158, 83]
plaintiff-bank: ಅಧ್ಯಕ್ಷರು/ಕಾರ್ಯನಿರ್ವಾಹಣಾಧಿಕಾರಿಗಳು, ಗಾಡಿಗಾಯರ್ ಸೌಹಾರ್ದ ಸಹಕಾರ ಬ್ಯಾಂಕ್ ನಿ., 139 ಅಗ್ರಹಾರ ರಸ್ತೆ, ಬೆಂಗಳೂರು - 560 001: [10, 1224, 244, 1241]
registration-marks-right: [1180, 2006, 1222, 2015]
notice-title: ಗೌರವಾನ್ವಿತ ಪ್ರಧಾನ ಸಿವಿಲ್ ನ್ಯಾಯಾಧೀಶರು ಮತ್ತು ಜೆ.ಎಂ.ಎಫ್.ಸಿ ರವರ ನ್ಯಾಯಾಲಯ, ಚಿಕ್ಕಬಳ್ಳಾಪುರ: [501, 195, 622, 213]
notice-title: IN THE COURT OF XXII ADDITIONAL CITY CIVIL JUDGE AT BENGALURU (UNDER SECTION 372 OF THE INDIAN SUCCESSION ACT): [1132, 1058, 1275, 1093]
pwd-body: ಕರ್ನಾಟಕ ಲೋಕೋಪಯೋಗಿ ಇಲಾಖೆ, ಬೆಂಗಳೂರು ವಿಭಾಗದ ವ್ಯಾಪ್ತಿಯಲ್ಲಿ ಬರುವ ಕಾಮಗಾರಿಗೆ ಸಂಬಂಧಿಸಿದಂತೆ ಅರ್ಹ ಗುತ್ತಿಗೆದಾರರಿಂದ ಇ-ಪ್ರೊಕ್ಯೂರ್‌ಮೆಂಟ್ ಮೂಲಕ ಟೆಂಡರ್ ಆಹ್ವಾನಿಸಲಾಗಿದೆ. ಕಾಮಗಾರಿಯ ಅಂದಾಜು ಮೊತ್ತ: ರೂ.1.02 ಲಕ್ಷಗಳು, ಇ.ಎಂ.ಡಿ: ರೂ.2,600/-, ಗುತ್ತಿಗೆದಾರರ ವರ್ಗ ರೂ.26,500/-. ಟೆಂಡರ್ ದಸ್ತಾವೇಜುಗಳನ್ನು ಇ-ಪೋರ್ಟಲ್ ನಿಂದ ಪಡೆಯಬಹುದಾಗಿದೆ. ಟೆಂಡರ್ ಸಲ್ಲಿಸಲು ಕೊನೆಯ ದಿನಾಂಕ: 04.09.2025 ಸಂಜೆ 5.00 ಗಂಟೆವರೆಗೆ. ವಿವರಗಳಿಗೆ ನೋಡಿ: kppp.karnataka.gov.in: [808, 1054, 1124, 1089]
plaintiff-bank: ಅಧ್ಯಕ್ಷರು/ಕಾರ್ಯನಿರ್ವಾಹಣಾಧಿಕಾರಿಗಳು, ಗಾಡಿಗಾಯರ್ ಸೌಹಾರ್ದ ಸಹಕಾರ ಬ್ಯಾಂಕ್ ನಿ., 139 ಅಗ್ರಹಾರ ರಸ್ತೆ, ಬೆಂಗಳೂರು - 560 001: [538, 1140, 772, 1157]
registration-marks-center: [440, 2006, 482, 2015]
defendant-entry: 1. ಶ್ರೀ ... ನಂ. ... ಕ್ರಾಸ್, ... ಬೆಂಗಳೂರು - 560 0..: [274, 1082, 396, 1091]
defendant-entry: 1. ಶ್ರೀ ... ನಂ. ... ಕ್ರಾಸ್, ... ಬೆಂಗಳೂರು - 560 0..: [10, 1249, 132, 1258]
claim-amount-row: [270, 1190, 532, 1198]
